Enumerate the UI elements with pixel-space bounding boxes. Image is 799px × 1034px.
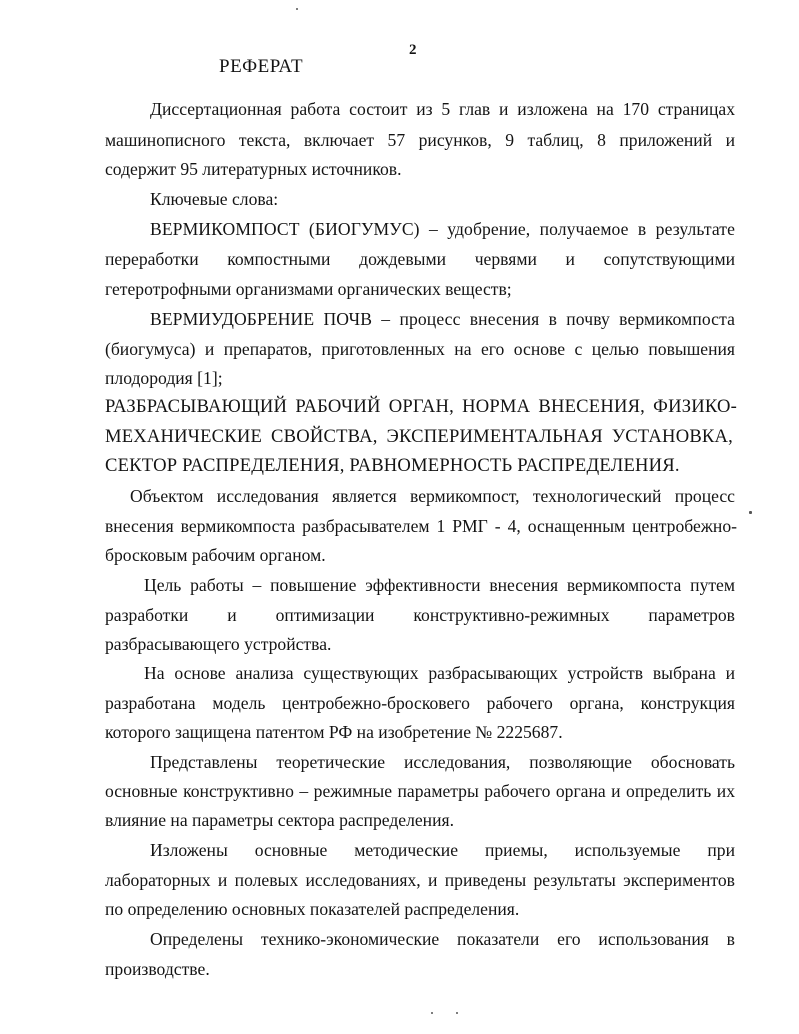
text-line: На основе анализа существующих разбрасывающих устройств выбрана и	[144, 663, 735, 683]
text-line: лабораторных и полевых исследованиях, и приведены результаты экспериментов	[105, 870, 735, 890]
text-line: основные конструктивно – режимные параметры рабочего органа и определить их	[105, 781, 735, 801]
page-title: РЕФЕРАТ	[219, 56, 304, 77]
text-line: внесения вермикомпоста разбрасывателем 1 РМГ - 4, оснащенным центробежно-	[105, 516, 737, 536]
text-line: гетеротрофными организмами органических веществ;	[105, 279, 512, 299]
text-line: (биогумуса) и препаратов, приготовленных на его основе с целью повышения	[105, 339, 735, 359]
scan-speck	[749, 511, 752, 514]
text-line: Определены технико-экономические показатели его использования в	[150, 929, 735, 949]
text-line: содержит 95 литературных источников.	[105, 159, 402, 179]
text-line: плодородия [1];	[105, 368, 223, 388]
text-line: Объектом исследования является вермикомпост, технологический процесс	[130, 486, 735, 506]
scan-speck	[456, 1012, 458, 1014]
text-line: Цель работы – повышение эффективности внесения вермикомпоста путем	[144, 575, 735, 595]
text-line: СЕКТОР РАСПРЕДЕЛЕНИЯ, РАВНОМЕРНОСТЬ РАСПРЕДЕЛЕНИЯ.	[105, 455, 680, 476]
text-line: разработки и оптимизации конструктивно-режимных параметров	[105, 605, 735, 625]
text-line: Ключевые слова:	[150, 189, 279, 209]
text-line: ВЕРМИУДОБРЕНИЕ ПОЧВ – процесс внесения в почву вермикомпоста	[150, 309, 735, 329]
text-line: переработки компостными дождевыми червями и сопутствующими	[105, 249, 735, 269]
text-line: производстве.	[105, 959, 210, 979]
page-number: 2	[409, 42, 417, 58]
text-line: МЕХАНИЧЕСКИЕ СВОЙСТВА, ЭКСПЕРИМЕНТАЛЬНАЯ УСТАНОВКА,	[105, 426, 733, 447]
scan-speck	[296, 8, 298, 10]
text-line: разбрасывающего устройства.	[105, 634, 332, 654]
text-line: ВЕРМИКОМПОСТ (БИОГУМУС) – удобрение, получаемое в результате	[150, 219, 735, 239]
text-line: которого защищена патентом РФ на изобретение № 2225687.	[105, 722, 563, 742]
scan-speck	[431, 1012, 433, 1014]
text-line: влияние на параметры сектора распределения.	[105, 810, 454, 830]
text-line: Изложены основные методические приемы, используемые при	[150, 840, 735, 860]
text-line: машинописного текста, включает 57 рисунков, 9 таблиц, 8 приложений и	[105, 130, 735, 150]
text-line: Диссертационная работа состоит из 5 глав и изложена на 170 страницах	[150, 99, 735, 119]
text-line: Представлены теоретические исследования, позволяющие обосновать	[150, 752, 735, 772]
text-line: по определению основных показателей распределения.	[105, 899, 520, 919]
text-line: РАЗБРАСЫВАЮЩИЙ РАБОЧИЙ ОРГАН, НОРМА ВНЕСЕНИЯ, ФИЗИКО-	[105, 396, 737, 417]
text-line: разработана модель центробежно-бросковего рабочего органа, конструкция	[105, 693, 735, 713]
text-line: бросковым рабочим органом.	[105, 545, 326, 565]
